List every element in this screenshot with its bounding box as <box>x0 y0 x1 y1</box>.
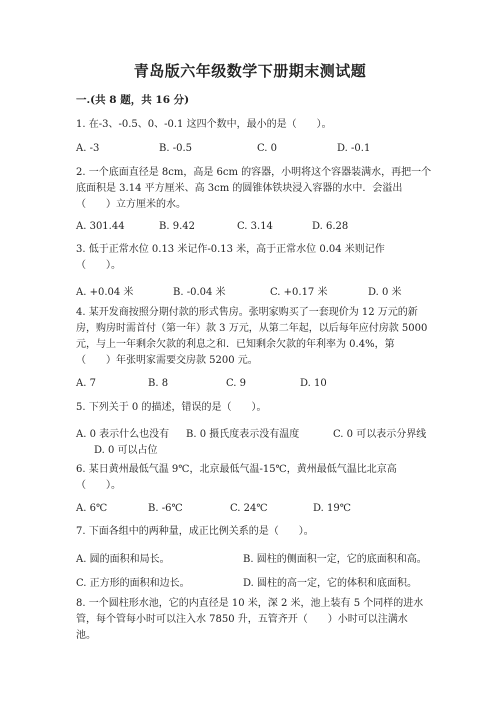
question-3-line-2: （ ）。 <box>76 260 121 271</box>
q6-option-b: B. -6℃ <box>148 503 183 514</box>
section-heading: 一.(共 8 题，共 16 分) <box>76 94 190 106</box>
question-8-line-3: 池。 <box>76 630 96 641</box>
question-3-line-1: 3. 低于正常水位 0.13 米记作-0.13 米，高于正常水位 0.04 米则记作 <box>76 244 385 255</box>
q5-option-a: A. 0 表示什么也没有 <box>76 429 170 440</box>
q3-option-b: B. -0.04 米 <box>173 287 226 298</box>
q2-option-a: A. 301.44 <box>76 221 125 232</box>
q2-option-c: C. 3.14 <box>237 221 273 232</box>
q6-option-c: C. 24℃ <box>230 503 268 514</box>
q4-option-c: C. 9 <box>226 378 247 389</box>
q3-option-c: C. +0.17 米 <box>270 287 328 298</box>
q1-option-b: B. -0.5 <box>159 143 192 154</box>
question-4-line-1: 4. 某开发商按照分期付款的形式售房。张明家购买了一套现价为 12 万元的新 <box>76 307 418 318</box>
question-4-line-3: 元，与上一年剩余欠款的利息之和．已知剩余欠款的年利率为 0.4%，第 <box>76 339 395 350</box>
q7-option-c: C. 正方形的面积和边长。 <box>76 578 190 589</box>
q6-option-d: D. 19℃ <box>313 503 351 514</box>
question-1-text: 1. 在-3、-0.5、0、-0.1 这四个数中，最小的是（ ）。 <box>76 119 332 130</box>
question-7-text: 7. 下面各组中的两种量，成正比例关系的是（ ）。 <box>76 526 314 537</box>
q7-option-b: B. 圆柱的侧面积一定，它的底面积和高。 <box>243 554 427 565</box>
q7-option-d: D. 圆柱的高一定，它的体积和底面积。 <box>243 578 418 589</box>
question-2-line-1: 2. 一个底面直径是 8cm，高是 6cm 的容器，小明将这个容器装满水，再把一个 <box>76 167 432 178</box>
q2-option-b: B. 9.42 <box>159 221 195 232</box>
q6-option-a: A. 6℃ <box>76 503 108 514</box>
question-4-line-2: 房，购房时需首付（第一年）款 3 万元，从第二年起，以后每年应付房款 5000 <box>76 323 428 334</box>
question-6-line-1: 6. 某日黄州最低气温 9℃，北京最低气温-15℃，黄州最低气温比北京高 <box>76 464 397 475</box>
q3-option-d: D. 0 米 <box>368 287 402 298</box>
q4-option-a: A. 7 <box>76 378 96 389</box>
q5-option-d: D. 0 可以占位 <box>94 445 158 456</box>
q4-option-d: D. 10 <box>300 378 327 389</box>
page-title: 青岛版六年级数学下册期末测试题 <box>133 62 367 80</box>
q4-option-b: B. 8 <box>148 378 169 389</box>
q7-option-a: A. 圆的面积和局长。 <box>76 554 170 565</box>
q5-option-b: B. 0 摄氏度表示没有温度 <box>186 429 300 440</box>
q2-option-d: D. 6.28 <box>312 221 349 232</box>
question-2-line-3: （ ）立方厘米的水。 <box>76 199 186 210</box>
q1-option-a: A. -3 <box>76 143 100 154</box>
question-8-line-1: 8. 一个圆柱形水池，它的内直径是 10 米，深 2 米，池上装有 5 个同样的进水 <box>76 598 424 609</box>
question-8-line-2: 管，每个管每小时可以注入水 7850 升，五管齐开（ ）小时可以注满水 <box>76 614 408 625</box>
q1-option-d: D. -0.1 <box>337 143 371 154</box>
q3-option-a: A. +0.04 米 <box>76 287 134 298</box>
question-5-text: 5. 下列关于 0 的描述，错误的是（ ）。 <box>76 402 267 413</box>
question-4-line-4: （ ）年张明家需要交房款 5200 元。 <box>76 355 258 366</box>
question-6-line-2: （ ）。 <box>76 480 121 491</box>
question-2-line-2: 底面积是 3.14 平方厘米、高 3cm 的圆锥体铁块浸入容器的水中．会溢出 <box>76 183 403 194</box>
q1-option-c: C. 0 <box>257 143 278 154</box>
q5-option-c: C. 0 可以表示分界线 <box>333 429 427 440</box>
